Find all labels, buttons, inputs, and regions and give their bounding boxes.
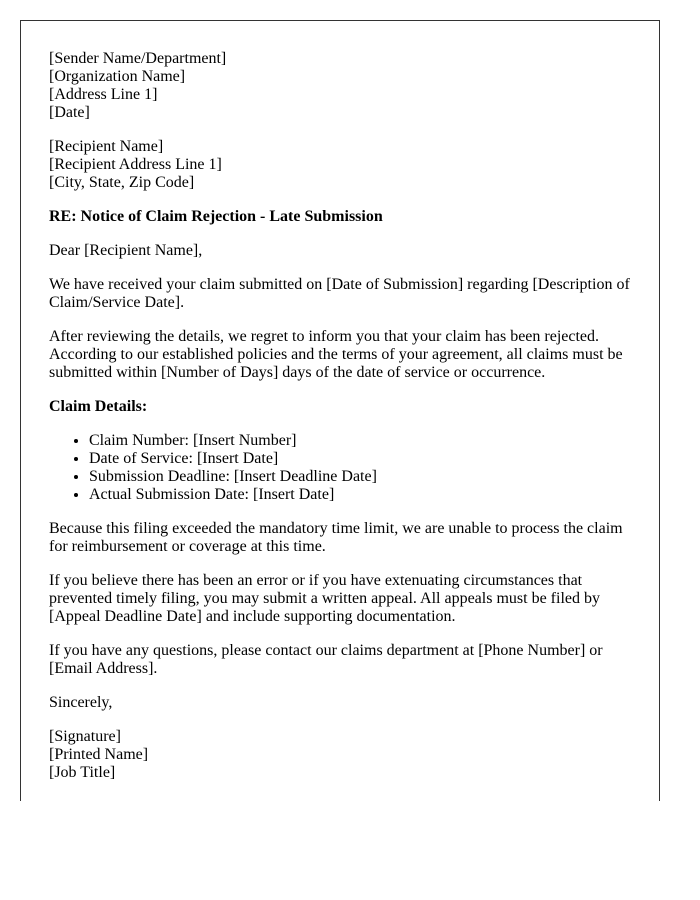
list-item: • Date of Service: [Insert Date]	[89, 450, 631, 468]
sender-name: [Sender Name/Department]	[49, 50, 227, 67]
paragraph-rejected: After reviewing the details, we regret to inform you that your claim has been rejected. According to our established policies and the terms of your agreement, all claims must be submitted within [Number of Days] days of the date of service or occurrence.	[49, 328, 623, 381]
letter-page	[20, 20, 660, 801]
list-item: • Actual Submission Date: [Insert Date]	[89, 486, 631, 504]
claim-details-heading: Claim Details:	[49, 398, 148, 415]
job-title: [Job Title]	[49, 764, 116, 781]
paragraph-appeal: If you believe there has been an error or if you have extenuating circumstances that prevented timely filing, you may submit a written appeal. All appeals must be filed by [Appeal Deadline Date] and include supporting documentation.	[49, 572, 600, 625]
list-item: • Submission Deadline: [Insert Deadline Date]	[89, 468, 631, 486]
letter-date: [Date]	[49, 104, 90, 121]
sender-organization: [Organization Name]	[49, 68, 186, 85]
signature-block	[49, 728, 631, 782]
recipient-city: [City, State, Zip Code]	[49, 174, 195, 191]
paragraph-exceeded: Because this filing exceeded the mandatory time limit, we are unable to process the claim for reimbursement or coverage at this time.	[49, 520, 623, 555]
sender-block	[49, 50, 631, 122]
closing: Sincerely,	[49, 694, 113, 711]
list-item: • Claim Number: [Insert Number]	[89, 432, 631, 450]
sender-address: [Address Line 1]	[49, 86, 158, 103]
recipient-name: [Recipient Name]	[49, 138, 164, 155]
subject-line: RE: Notice of Claim Rejection - Late Submission	[49, 208, 383, 225]
salutation: Dear [Recipient Name],	[49, 242, 203, 259]
paragraph-received: We have received your claim submitted on [Date of Submission] regarding [Description of Claim/Service Date].	[49, 276, 630, 311]
printed-name: [Printed Name]	[49, 746, 149, 763]
claim-details-list	[49, 432, 631, 504]
signature: [Signature]	[49, 728, 121, 745]
recipient-block	[49, 138, 631, 192]
paragraph-contact: If you have any questions, please contact our claims department at [Phone Number] or [Email Address].	[49, 642, 603, 677]
recipient-address: [Recipient Address Line 1]	[49, 156, 222, 173]
